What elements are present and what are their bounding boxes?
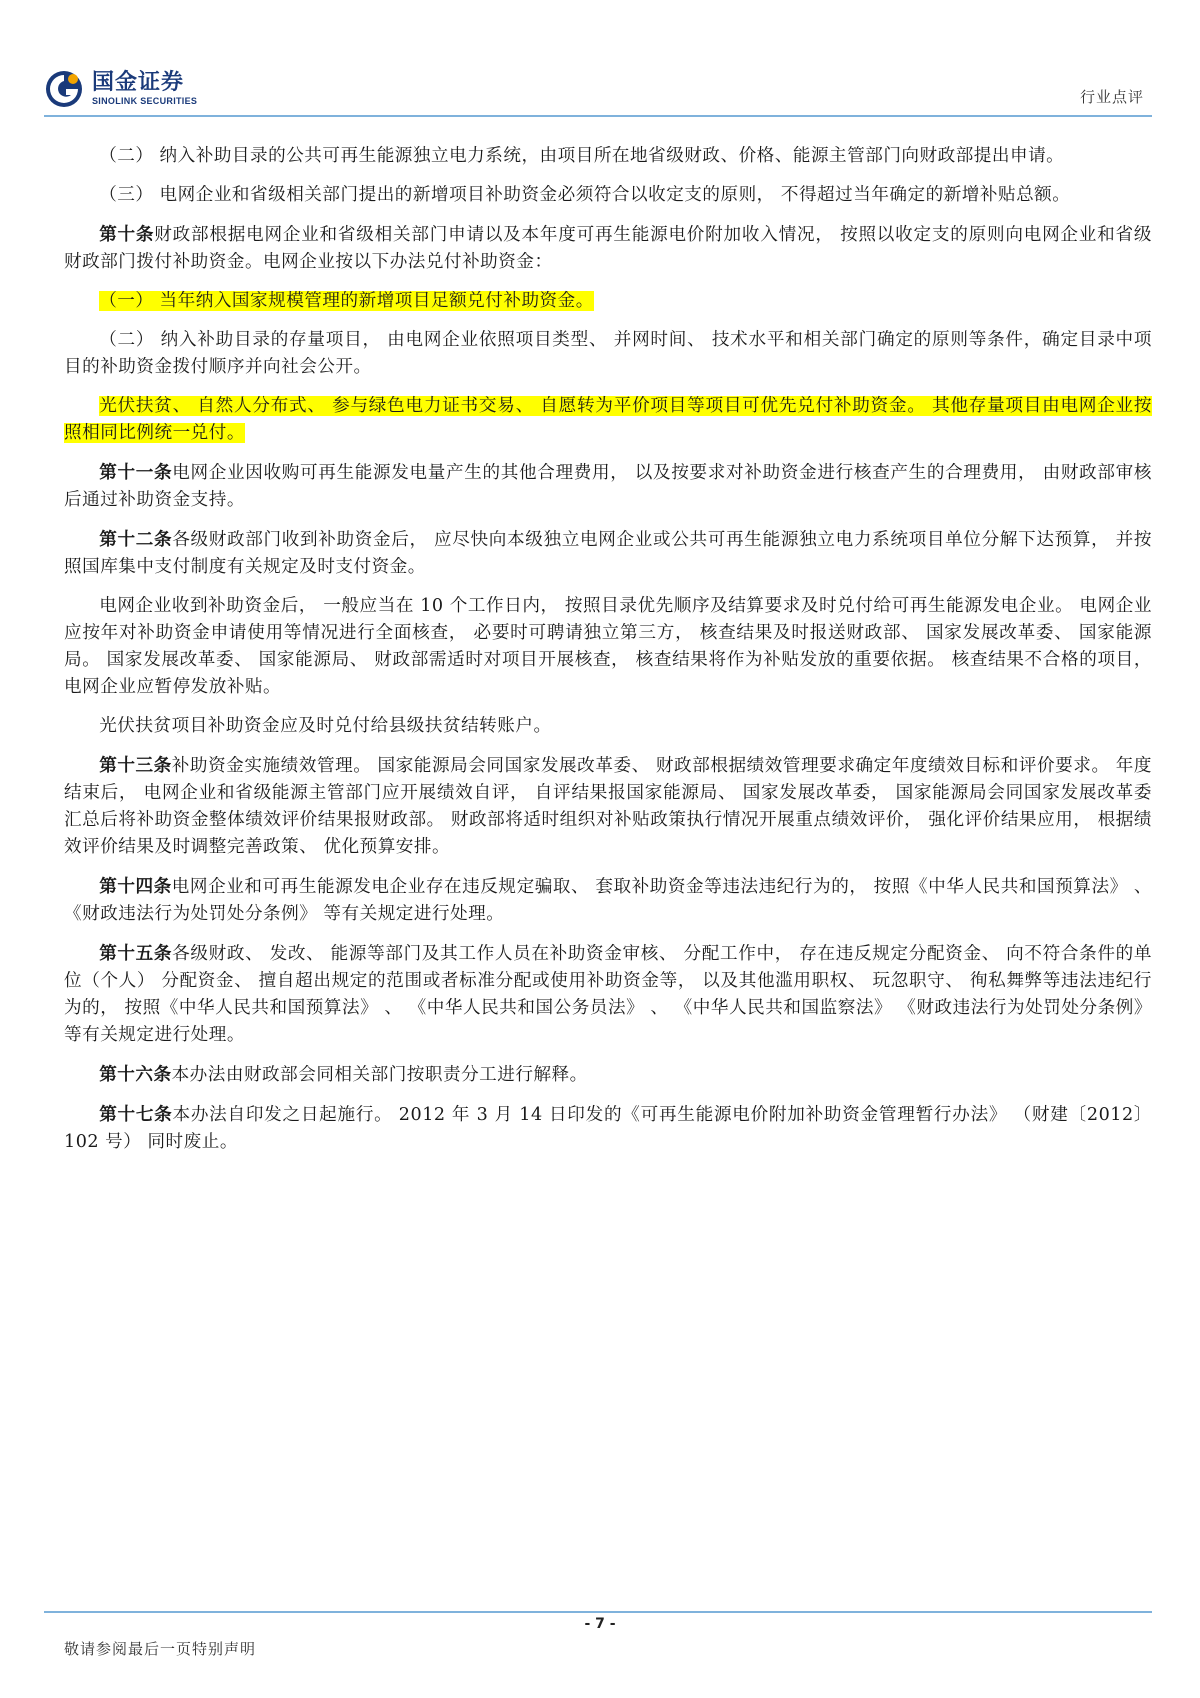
page-header bbox=[0, 0, 1200, 120]
body-paragraph bbox=[64, 459, 1152, 514]
document-type-label: 行业点评 bbox=[1079, 88, 1144, 106]
body-paragraph bbox=[64, 327, 1152, 381]
article-number: 第十条 bbox=[99, 224, 155, 245]
page-number: - 7 - bbox=[584, 1616, 616, 1632]
article-number: 第十四条 bbox=[99, 876, 172, 897]
highlighted-text: 光伏扶贫、 自然人分布式、 参与绿色电力证书交易、 自愿转为平价项目等项目可优先兑付补助资金。 其他存量项目由电网企业按照相同比例统一兑付。 bbox=[64, 396, 1152, 443]
paragraph-text: 电网企业和可再生能源发电企业存在违反规定骗取、 套取补助资金等违法违纪行为的， 按照《中华人民共和国预算法》 、 《财政违法行为处罚处分条例》 等有关规定进行处理。 bbox=[64, 877, 1152, 924]
article-number: 第十一条 bbox=[99, 462, 173, 483]
body-paragraph bbox=[64, 1061, 1152, 1089]
paragraph-text: 本办法自印发之日起施行。 2012 年 3 月 14 日印发的《可再生能源电价附加补助资金管理暂行办法》 （财建〔2012〕102 号） 同时废止。 bbox=[64, 1105, 1152, 1152]
paragraph-text: 财政部根据电网企业和省级相关部门申请以及本年度可再生能源电价附加收入情况， 按照以收定支的原则向电网企业和省级财政部门拨付补助资金。电网企业按以下办法兑付补助资金： bbox=[64, 225, 1152, 272]
body-paragraph bbox=[64, 288, 1152, 315]
sinolink-logo-icon bbox=[44, 69, 84, 109]
logo-chinese-name: 国金证券 bbox=[92, 70, 185, 95]
highlighted-text: （一） 当年纳入国家规模管理的新增项目足额兑付补助资金。 bbox=[99, 291, 594, 311]
paragraph-text: 各级财政部门收到补助资金后， 应尽快向本级独立电网企业或公共可再生能源独立电力系统项目单位分解下达预算， 并按照国库集中支付制度有关规定及时支付资金。 bbox=[64, 530, 1152, 577]
body-paragraph bbox=[64, 593, 1152, 701]
header-divider bbox=[44, 115, 1152, 117]
body-paragraph bbox=[64, 713, 1152, 740]
article-number: 第十二条 bbox=[99, 529, 173, 550]
body-paragraph bbox=[64, 752, 1152, 861]
body-paragraph bbox=[64, 393, 1152, 447]
body-paragraph bbox=[64, 182, 1152, 209]
paragraph-text: （二） 纳入补助目录的公共可再生能源独立电力系统，由项目所在地省级财政、价格、能源主管部门向财政部提出申请。 bbox=[99, 146, 1065, 166]
paragraph-text: 补助资金实施绩效管理。 国家能源局会同国家发展改革委、 财政部根据绩效管理要求确定年度绩效目标和评价要求。 年度结束后， 电网企业和省级能源主管部门应开展绩效自评， 自评结果报国家能源局、 国家发展改革委， 国家能源局会同国家发展改革委汇总后将补助资金整体绩效评价结果报财政部。 财政部将适时组织对补贴政策执行情况开展重点绩效评价， 强化评价结果应用， 根据绩效评价结果及时调整完善政策、 优化预算安排。 bbox=[64, 756, 1152, 857]
body-paragraph bbox=[64, 526, 1152, 581]
body-paragraph bbox=[64, 221, 1152, 276]
paragraph-text: （三） 电网企业和省级相关部门提出的新增项目补助资金必须符合以收定支的原则， 不得超过当年确定的新增补贴总额。 bbox=[99, 185, 1071, 205]
document-body bbox=[64, 143, 1152, 1168]
company-logo bbox=[44, 66, 197, 112]
body-paragraph bbox=[64, 873, 1152, 928]
article-number: 第十七条 bbox=[99, 1104, 173, 1125]
article-number: 第十六条 bbox=[99, 1064, 172, 1085]
body-paragraph bbox=[64, 940, 1152, 1049]
paragraph-text: 光伏扶贫项目补助资金应及时兑付给县级扶贫结转账户。 bbox=[99, 716, 552, 736]
article-number: 第十三条 bbox=[99, 755, 172, 776]
footer-divider bbox=[44, 1611, 1152, 1613]
paragraph-text: 本办法由财政部会同相关部门按职责分工进行解释。 bbox=[171, 1065, 588, 1085]
paragraph-text: 电网企业收到补助资金后， 一般应当在 10 个工作日内， 按照目录优先顺序及结算要求及时兑付给可再生能源发电企业。 电网企业应按年对补助资金申请使用等情况进行全面核查， 必要时可聘请独立第三方， 核查结果及时报送财政部、 国家发展改革委、 国家能源局。 国家发展改革委、 国家能源局、 财政部需适时对项目开展核查， 核查结果将作为补贴发放的重要依据。 核查结果不合格的项目， 电网企业应暂停发放补贴。 bbox=[64, 596, 1152, 697]
body-paragraph bbox=[64, 1101, 1152, 1156]
paragraph-text: 各级财政、 发改、 能源等部门及其工作人员在补助资金审核、 分配工作中， 存在违反规定分配资金、 向不符合条件的单位（个人） 分配资金、 擅自超出规定的范围或者标准分配或使用补助资金等， 以及其他滥用职权、 玩忽职守、 徇私舞弊等违法违纪行为的， 按照《中华人民共和国预算法》 、 《中华人民共和国公务员法》 、 《中华人民共和国监察法》 《财政违法行为处罚处分条例》 等有关规定进行处理。 bbox=[64, 944, 1152, 1045]
article-number: 第十五条 bbox=[99, 943, 173, 964]
paragraph-text: （二） 纳入补助目录的存量项目， 由电网企业依照项目类型、 并网时间、 技术水平和相关部门确定的原则等条件，确定目录中项目的补助资金拨付顺序并向社会公开。 bbox=[64, 330, 1152, 377]
footer-disclaimer: 敬请参阅最后一页特别声明 bbox=[64, 1640, 257, 1658]
body-paragraph bbox=[64, 143, 1152, 170]
logo-english-name: SINOLINK SECURITIES bbox=[92, 96, 198, 106]
paragraph-text: 电网企业因收购可再生能源发电量产生的其他合理费用， 以及按要求对补助资金进行核查产生的合理费用， 由财政部审核后通过补助资金支持。 bbox=[64, 463, 1152, 510]
